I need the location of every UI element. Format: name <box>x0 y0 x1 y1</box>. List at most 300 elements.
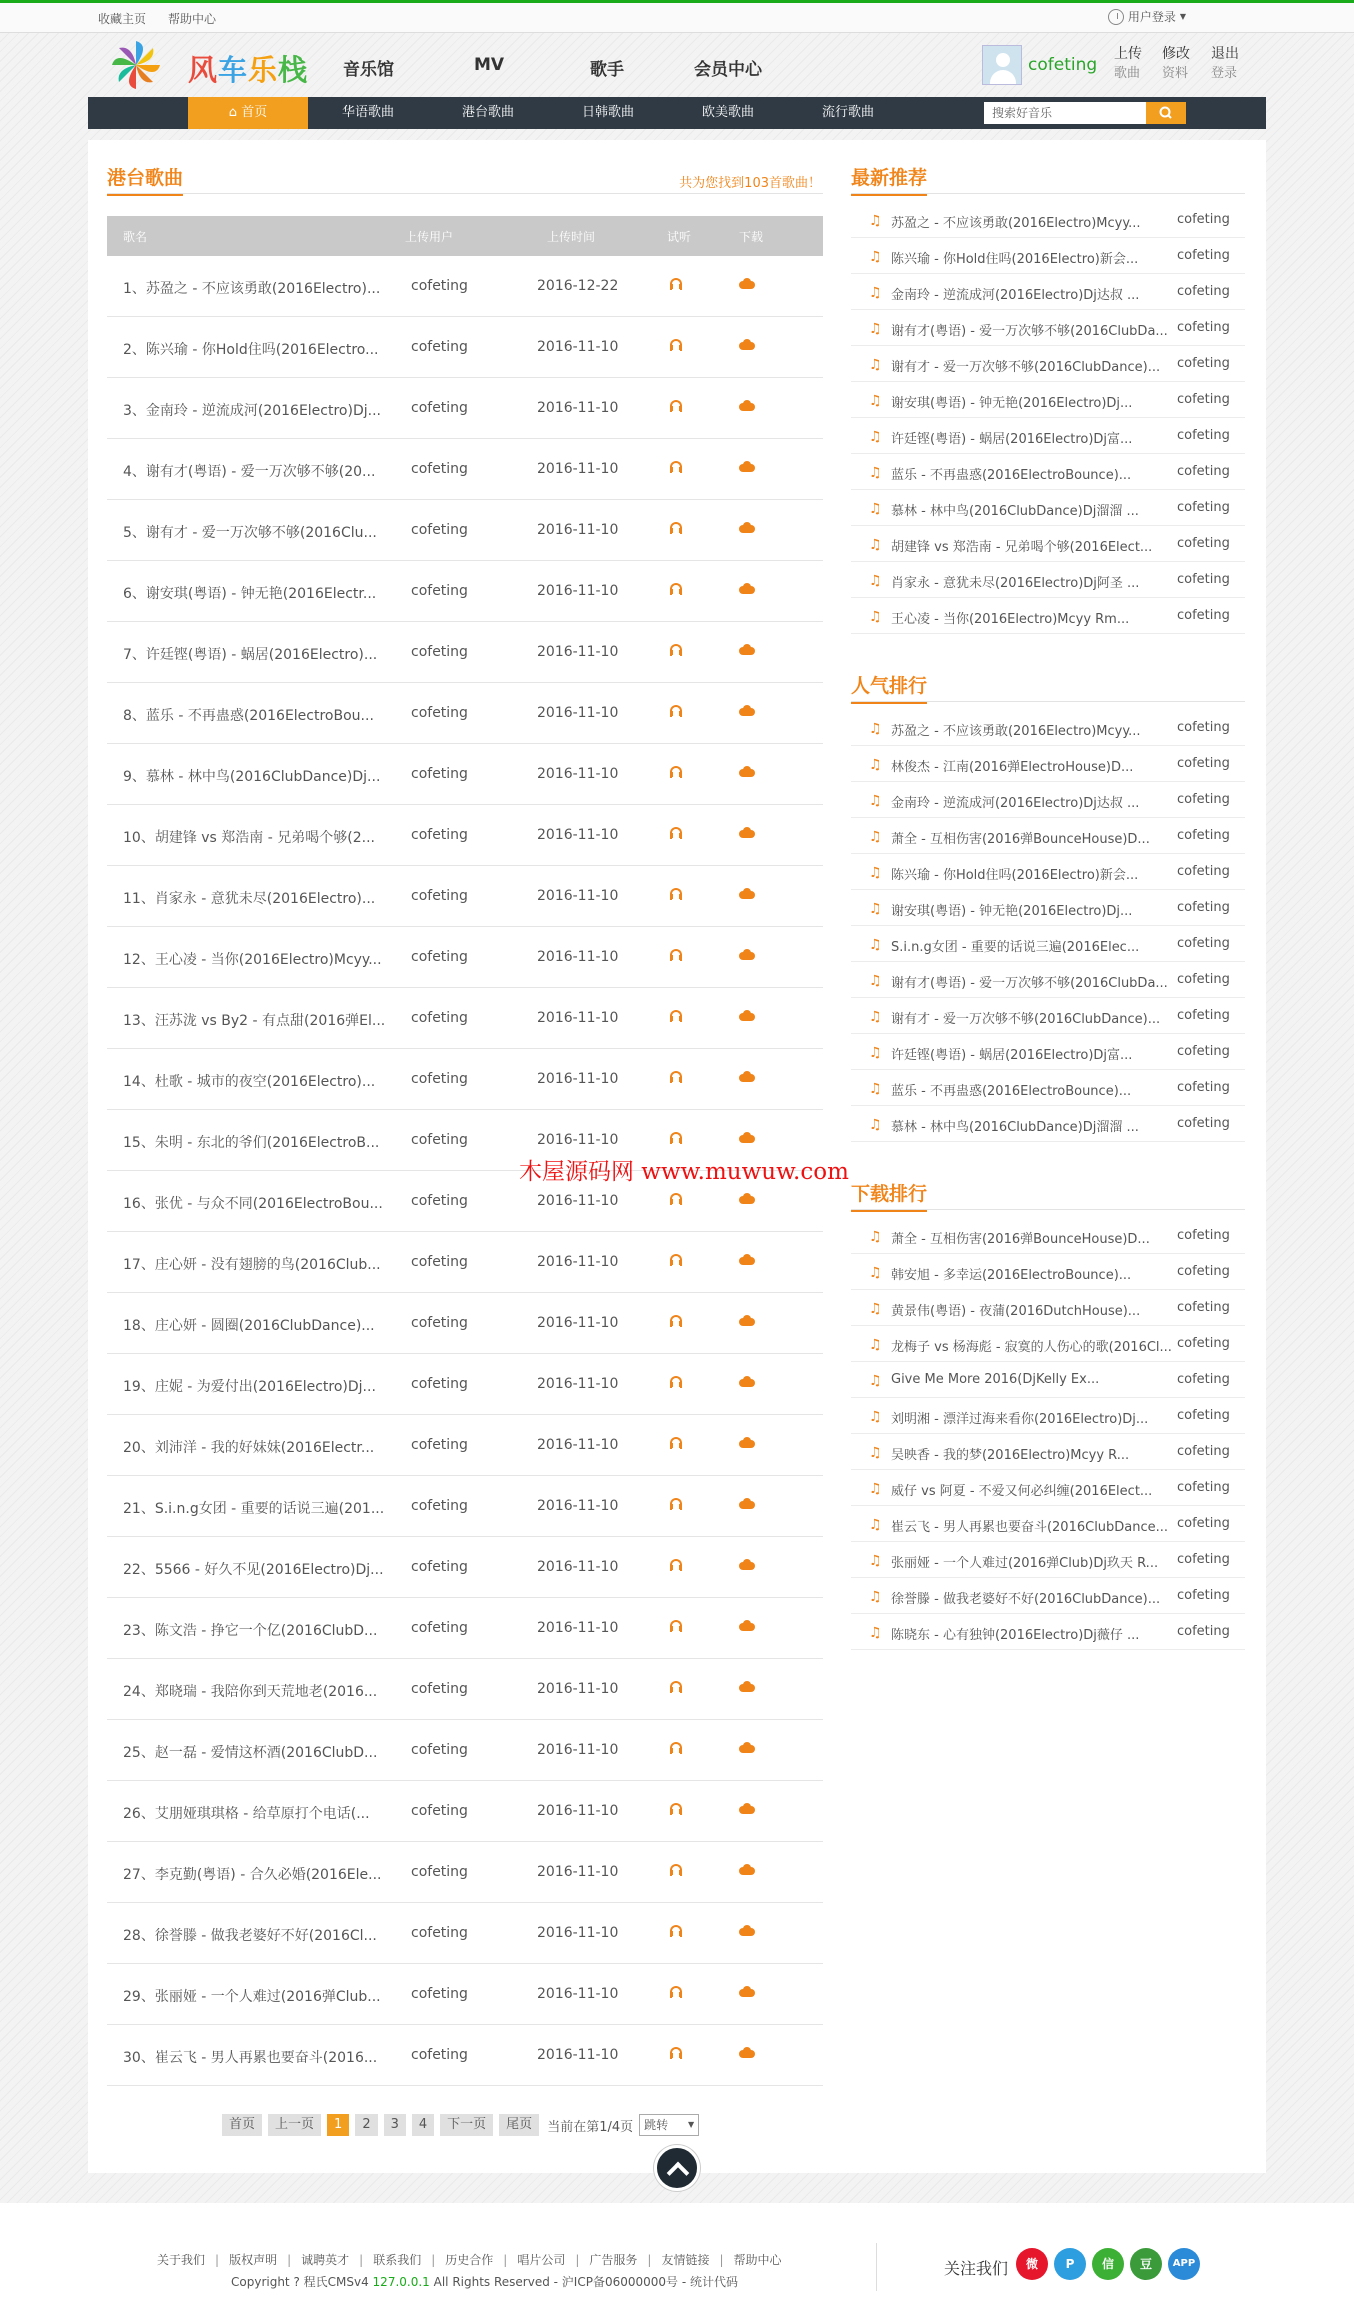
uploader[interactable]: cofeting <box>1177 1372 1230 1387</box>
music-note-icon: ♫ <box>869 1409 882 1425</box>
cloud-download-icon[interactable] <box>739 1559 755 1570</box>
uploader[interactable]: cofeting <box>411 1071 468 1087</box>
col-user: 上传用户 <box>405 230 454 244</box>
upload-time: 2016-11-10 <box>537 827 619 843</box>
cloud-download-icon[interactable] <box>739 949 755 960</box>
cloud-download-icon[interactable] <box>739 644 755 655</box>
nav-chinese-songs[interactable]: 华语歌曲 <box>341 105 394 120</box>
uploader[interactable]: cofeting <box>1177 1044 1230 1059</box>
footer-link[interactable]: 联系我们 <box>373 2253 422 2267</box>
headphone-icon[interactable] <box>670 1803 682 1814</box>
footer-link[interactable]: 广告服务 <box>589 2253 638 2267</box>
cloud-download-icon[interactable] <box>739 1071 755 1082</box>
uploader[interactable]: cofeting <box>411 1559 468 1575</box>
user-login-dropdown[interactable] <box>1108 8 1186 25</box>
uploader[interactable]: cofeting <box>1177 1300 1230 1315</box>
page-2[interactable]: 2 <box>355 2114 377 2136</box>
headphone-icon[interactable] <box>670 827 682 838</box>
song-name-link[interactable]: 6、谢安琪(粤语) - 钟无艳(2016Electr... <box>123 586 377 602</box>
list-item[interactable] <box>851 346 1245 382</box>
uploader[interactable]: cofeting <box>1177 1516 1230 1531</box>
cloud-download-icon[interactable] <box>739 1437 755 1448</box>
page-4[interactable]: 4 <box>412 2114 434 2136</box>
cloud-download-icon[interactable] <box>739 1132 755 1143</box>
list-item[interactable] <box>851 1290 1245 1326</box>
uploader[interactable]: cofeting <box>1177 828 1230 843</box>
song-name-link[interactable]: 17、庄心妍 - 没有翅膀的鸟(2016Club... <box>123 1257 381 1273</box>
cloud-download-icon[interactable] <box>739 1986 755 1997</box>
cloud-download-icon[interactable] <box>739 583 755 594</box>
uploader[interactable]: cofeting <box>1177 864 1230 879</box>
list-item[interactable] <box>851 818 1245 854</box>
list-item[interactable] <box>851 746 1245 782</box>
song-name-link[interactable]: 20、刘沛洋 - 我的好妹妹(2016Electr... <box>123 1440 375 1456</box>
wechat-icon[interactable] <box>1092 2248 1124 2280</box>
nav-jpkr-songs[interactable]: 日韩歌曲 <box>581 105 634 120</box>
footer-link[interactable]: 诚聘英才 <box>301 2253 350 2267</box>
cloud-download-icon[interactable] <box>739 1498 755 1509</box>
uploader[interactable]: cofeting <box>411 1681 468 1697</box>
song-name-link[interactable]: 21、S.i.n.g女团 - 重要的话说三遍(201... <box>123 1501 385 1517</box>
cloud-download-icon[interactable] <box>739 1925 755 1936</box>
cloud-download-icon[interactable] <box>739 1742 755 1753</box>
headphone-icon[interactable] <box>670 1620 682 1631</box>
uploader[interactable]: cofeting <box>411 1132 468 1148</box>
cloud-download-icon[interactable] <box>739 2047 755 2058</box>
song-title-link[interactable]: 蓝乐 - 不再蛊惑(2016ElectroBounce)... <box>891 468 1132 483</box>
song-title-link[interactable]: 许廷铿(粤语) - 蜗居(2016Electro)Dj富... <box>891 1048 1133 1063</box>
social-label: 信 <box>1101 2257 1114 2271</box>
headphone-icon[interactable] <box>670 1132 682 1143</box>
headphone-icon[interactable] <box>670 2047 682 2058</box>
logo-char: 乐 <box>248 53 279 87</box>
uploader[interactable]: cofeting <box>1177 212 1230 227</box>
song-name-link[interactable]: 24、郑晓瑞 - 我陪你到天荒地老(2016... <box>123 1684 378 1700</box>
table-row <box>107 683 823 744</box>
song-name-link[interactable]: 28、徐誉滕 - 做我老婆好不好(2016Cl... <box>123 1928 377 1944</box>
upload-song-link[interactable] <box>1114 45 1142 83</box>
song-name-link[interactable]: 2、陈兴瑜 - 你Hold住吗(2016Electro... <box>123 342 379 358</box>
song-name-link[interactable]: 3、金南玲 - 逆流成河(2016Electro)Dj... <box>123 403 381 419</box>
headphone-icon[interactable] <box>670 1437 682 1448</box>
uploader[interactable]: cofeting <box>1177 248 1230 263</box>
headphone-icon[interactable] <box>670 1925 682 1936</box>
headphone-icon[interactable] <box>670 1193 682 1204</box>
nav-singer[interactable]: 歌手 <box>590 60 624 80</box>
pay-icon[interactable] <box>1054 2248 1086 2280</box>
song-name-link[interactable]: 1、苏盈之 - 不应该勇敢(2016Electro)... <box>123 281 381 297</box>
music-note-icon: ♫ <box>869 393 882 409</box>
username[interactable]: cofeting <box>1028 55 1098 75</box>
list-item[interactable] <box>851 1434 1245 1470</box>
song-title-link[interactable]: 王心凌 - 当你(2016Electro)Mcyy Rm... <box>891 612 1130 627</box>
uploader[interactable]: cofeting <box>1177 1080 1230 1095</box>
list-item[interactable] <box>851 274 1245 310</box>
song-title-link[interactable]: 林俊杰 - 江南(2016弹ElectroHouse)D... <box>891 760 1134 775</box>
app-icon[interactable] <box>1168 2248 1200 2280</box>
uploader[interactable]: cofeting <box>411 583 468 599</box>
cloud-download-icon[interactable] <box>739 278 755 289</box>
song-name-link[interactable]: 8、蓝乐 - 不再蛊惑(2016ElectroBou... <box>123 708 374 724</box>
list-item[interactable] <box>851 490 1245 526</box>
song-name-link[interactable]: 14、杜歌 - 城市的夜空(2016Electro)... <box>123 1074 376 1090</box>
list-item[interactable] <box>851 454 1245 490</box>
edit-profile-link[interactable] <box>1162 45 1190 83</box>
cloud-download-icon[interactable] <box>739 888 755 899</box>
uploader[interactable]: cofeting <box>1177 500 1230 515</box>
song-title-link[interactable]: 刘明湘 - 漂洋过海来看你(2016Electro)Dj... <box>891 1412 1149 1427</box>
uploader[interactable]: cofeting <box>411 339 468 355</box>
song-title-link[interactable]: 肖家永 - 意犹未尽(2016Electro)Dj阿圣 ... <box>891 576 1140 591</box>
list-item[interactable] <box>851 710 1245 746</box>
song-title-link[interactable]: 龙梅子 vs 杨海彪 - 寂寞的人伤心的歌(2016Cl... <box>891 1340 1172 1355</box>
uploader[interactable]: cofeting <box>1177 608 1230 623</box>
uploader[interactable]: cofeting <box>411 1315 468 1331</box>
music-note-icon: ♫ <box>869 1517 882 1533</box>
uploader[interactable]: cofeting <box>1177 392 1230 407</box>
song-title-link[interactable]: 胡建锋 vs 郑浩南 - 兄弟喝个够(2016Elect... <box>891 540 1153 555</box>
song-name-link[interactable]: 26、艾朋娅琪琪格 - 给草原打个电话(... <box>123 1806 370 1822</box>
song-name-link[interactable]: 30、崔云飞 - 男人再累也要奋斗(2016... <box>123 2050 378 2066</box>
music-note-icon: ♫ <box>869 1625 882 1641</box>
song-name-link[interactable]: 23、陈文浩 - 挣它一个亿(2016ClubD... <box>123 1623 378 1639</box>
uploader[interactable]: cofeting <box>1177 1336 1230 1351</box>
page-3[interactable]: 3 <box>384 2114 406 2136</box>
cloud-download-icon[interactable] <box>739 522 755 533</box>
song-name-link[interactable]: 13、汪苏泷 vs By2 - 有点甜(2016弹El... <box>123 1013 386 1029</box>
table-row <box>107 1598 823 1659</box>
uploader[interactable]: cofeting <box>1177 756 1230 771</box>
uploader[interactable]: cofeting <box>1177 428 1230 443</box>
song-title-link[interactable]: S.i.n.g女团 - 重要的话说三遍(2016Elec... <box>891 940 1140 955</box>
link-main: 退出 <box>1211 46 1239 62</box>
song-title-link[interactable]: 谢安琪(粤语) - 钟无艳(2016Electro)Dj... <box>891 904 1133 919</box>
headphone-icon[interactable] <box>670 1498 682 1509</box>
table-row <box>107 1659 823 1720</box>
song-name-link[interactable]: 4、谢有才(粤语) - 爱一万次够不够(20... <box>123 464 376 480</box>
list-item[interactable] <box>851 1506 1245 1542</box>
uploader[interactable]: cofeting <box>1177 1480 1230 1495</box>
headphone-icon[interactable] <box>670 766 682 777</box>
headphone-icon[interactable] <box>670 1986 682 1997</box>
page-prev[interactable]: 上一页 <box>268 2114 321 2136</box>
headphone-icon[interactable] <box>670 461 682 472</box>
uploader[interactable]: cofeting <box>411 949 468 965</box>
song-title-link[interactable]: 苏盈之 - 不应该勇敢(2016Electro)Mcyy... <box>891 724 1141 739</box>
headphone-icon[interactable] <box>670 1010 682 1021</box>
weibo-icon[interactable] <box>1016 2248 1048 2280</box>
nav-mv[interactable]: MV <box>474 55 505 75</box>
song-title-link[interactable]: 许廷铿(粤语) - 蜗居(2016Electro)Dj富... <box>891 432 1133 447</box>
headphone-icon[interactable] <box>670 1681 682 1692</box>
music-note-icon: ♫ <box>869 1229 882 1245</box>
song-title-link[interactable]: 吴映香 - 我的梦(2016Electro)Mcyy R... <box>891 1448 1130 1463</box>
song-name-link[interactable]: 11、肖家永 - 意犹未尽(2016Electro)... <box>123 891 376 907</box>
song-title-link[interactable]: 金南玲 - 逆流成河(2016Electro)Dj达叔 ... <box>891 796 1140 811</box>
song-name-link[interactable]: 27、李克勤(粤语) - 合久必婚(2016Ele... <box>123 1867 382 1883</box>
uploader[interactable]: cofeting <box>1177 1228 1230 1243</box>
uploader[interactable]: cofeting <box>1177 1552 1230 1567</box>
list-item[interactable] <box>851 854 1245 890</box>
headphone-icon[interactable] <box>670 1376 682 1387</box>
footer-link[interactable]: 帮助中心 <box>733 2253 782 2267</box>
song-name-link[interactable]: 29、张丽娅 - 一个人难过(2016弹Club... <box>123 1989 381 2005</box>
song-title-link[interactable]: 谢有才 - 爱一万次够不够(2016ClubDance)... <box>891 360 1161 375</box>
cloud-download-icon[interactable] <box>739 705 755 716</box>
cloud-download-icon[interactable] <box>739 1803 755 1814</box>
page-last[interactable]: 尾页 <box>499 2114 539 2136</box>
uploader[interactable]: cofeting <box>411 1437 468 1453</box>
upload-time: 2016-11-10 <box>537 1742 619 1758</box>
list-item[interactable] <box>851 526 1245 562</box>
uploader[interactable]: cofeting <box>411 461 468 477</box>
headphone-icon[interactable] <box>670 1254 682 1265</box>
song-name-link[interactable]: 9、慕林 - 林中鸟(2016ClubDance)Dj... <box>123 769 381 785</box>
list-item[interactable] <box>851 1326 1245 1362</box>
table-row <box>107 256 823 317</box>
uploader[interactable]: cofeting <box>411 888 468 904</box>
uploader[interactable]: cofeting <box>411 1498 468 1514</box>
page-first[interactable]: 首页 <box>222 2114 262 2136</box>
uploader[interactable]: cofeting <box>1177 356 1230 371</box>
cloud-download-icon[interactable] <box>739 1254 755 1265</box>
logout-link[interactable] <box>1211 45 1239 83</box>
list-item[interactable] <box>851 238 1245 274</box>
uploader[interactable]: cofeting <box>1177 536 1230 551</box>
list-item[interactable] <box>851 926 1245 962</box>
footer-link[interactable]: 历史合作 <box>445 2253 494 2267</box>
favorite-link[interactable]: 收藏主页 <box>98 12 147 26</box>
nav-western-songs[interactable]: 欧美歌曲 <box>701 105 754 120</box>
uploader[interactable]: cofeting <box>1177 1008 1230 1023</box>
back-to-top-button[interactable] <box>654 2145 700 2191</box>
song-title-link[interactable]: 萧全 - 互相伤害(2016弹BounceHouse)D... <box>891 832 1150 847</box>
footer-link[interactable]: 唱片公司 <box>517 2253 566 2267</box>
uploader[interactable]: cofeting <box>411 2047 468 2063</box>
list-item[interactable] <box>851 1398 1245 1434</box>
list-item[interactable] <box>851 1106 1245 1142</box>
search-button[interactable] <box>1146 102 1186 124</box>
uploader[interactable]: cofeting <box>411 1254 468 1270</box>
uploader[interactable]: cofeting <box>411 522 468 538</box>
social-label: P <box>1065 2257 1075 2271</box>
list-item[interactable] <box>851 418 1245 454</box>
list-item[interactable] <box>851 202 1245 238</box>
uploader[interactable]: cofeting <box>411 1620 468 1636</box>
headphone-icon[interactable] <box>670 1864 682 1875</box>
song-name-link[interactable]: 15、朱明 - 东北的爷们(2016ElectroB... <box>123 1135 380 1151</box>
user-box <box>982 45 1252 89</box>
uploader[interactable]: cofeting <box>1177 1588 1230 1603</box>
list-item[interactable] <box>851 1362 1245 1398</box>
uploader[interactable]: cofeting <box>411 1742 468 1758</box>
song-title-link[interactable]: 陈兴瑜 - 你Hold住吗(2016Electro)新会... <box>891 868 1139 883</box>
cloud-download-icon[interactable] <box>739 1315 755 1326</box>
uploader[interactable]: cofeting <box>1177 900 1230 915</box>
uploader[interactable]: cofeting <box>1177 936 1230 951</box>
headphone-icon[interactable] <box>670 1559 682 1570</box>
headphone-icon[interactable] <box>670 583 682 594</box>
uploader[interactable]: cofeting <box>1177 1116 1230 1131</box>
song-name-link[interactable]: 12、王心凌 - 当你(2016Electro)Mcyy... <box>123 952 382 968</box>
list-item[interactable] <box>851 1614 1245 1650</box>
song-name-link[interactable]: 25、赵一磊 - 爱情这杯酒(2016ClubD... <box>123 1745 378 1761</box>
uploader[interactable]: cofeting <box>411 1803 468 1819</box>
list-item[interactable] <box>851 1542 1245 1578</box>
list-item[interactable] <box>851 382 1245 418</box>
headphone-icon[interactable] <box>670 522 682 533</box>
user-login-label: 用户登录 <box>1127 10 1176 24</box>
uploader[interactable]: cofeting <box>411 1986 468 2002</box>
uploader[interactable]: cofeting <box>411 705 468 721</box>
song-title-link[interactable]: 金南玲 - 逆流成河(2016Electro)Dj达叔 ... <box>891 288 1140 303</box>
song-title-link[interactable]: 谢有才 - 爱一万次够不够(2016ClubDance)... <box>891 1012 1161 1027</box>
help-link[interactable]: 帮助中心 <box>168 12 217 26</box>
uploader[interactable]: cofeting <box>1177 1444 1230 1459</box>
list-item[interactable] <box>851 1070 1245 1106</box>
list-item[interactable] <box>851 1470 1245 1506</box>
uploader[interactable]: cofeting <box>1177 1624 1230 1639</box>
pinwheel-logo-icon[interactable] <box>110 39 162 91</box>
col-listen: 试听 <box>667 230 692 244</box>
song-title-link[interactable]: 陈兴瑜 - 你Hold住吗(2016Electro)新会... <box>891 252 1139 267</box>
cloud-download-icon[interactable] <box>739 1864 755 1875</box>
headphone-icon[interactable] <box>670 644 682 655</box>
list-item[interactable] <box>851 1218 1245 1254</box>
list-item[interactable] <box>851 1254 1245 1290</box>
list-item[interactable] <box>851 962 1245 998</box>
song-title-link[interactable]: 黄景伟(粤语) - 夜蒲(2016DutchHouse)... <box>891 1304 1141 1319</box>
cloud-download-icon[interactable] <box>739 827 755 838</box>
headphone-icon[interactable] <box>670 888 682 899</box>
song-title-link[interactable]: 苏盈之 - 不应该勇敢(2016Electro)Mcyy... <box>891 216 1141 231</box>
uploader[interactable]: cofeting <box>411 1010 468 1026</box>
song-title-link[interactable]: 谢安琪(粤语) - 钟无艳(2016Electro)Dj... <box>891 396 1133 411</box>
cloud-download-icon[interactable] <box>739 461 755 472</box>
nav-member-center[interactable]: 会员中心 <box>694 60 762 80</box>
music-note-icon: ♫ <box>869 829 882 845</box>
list-item[interactable] <box>851 998 1245 1034</box>
uploader[interactable]: cofeting <box>1177 792 1230 807</box>
footer-link[interactable]: 关于我们 <box>157 2253 206 2267</box>
upload-time: 2016-11-10 <box>537 2047 619 2063</box>
song-title-link[interactable]: 谢有才(粤语) - 爱一万次够不够(2016ClubDa... <box>891 976 1168 991</box>
song-title-link[interactable]: 谢有才(粤语) - 爱一万次够不够(2016ClubDa... <box>891 324 1168 339</box>
douban-icon[interactable] <box>1130 2248 1162 2280</box>
uploader[interactable]: cofeting <box>1177 1264 1230 1279</box>
headphone-icon[interactable] <box>670 400 682 411</box>
song-name-link[interactable]: 22、5566 - 好久不见(2016Electro)Dj... <box>123 1562 384 1578</box>
footer-link[interactable]: 友情链接 <box>661 2253 710 2267</box>
song-title-link[interactable]: 张丽娅 - 一个人难过(2016弹Club)Dj玖天 R... <box>891 1556 1159 1571</box>
uploader[interactable]: cofeting <box>1177 1408 1230 1423</box>
song-title-link[interactable]: 徐誉滕 - 做我老婆好不好(2016ClubDance)... <box>891 1592 1161 1607</box>
cloud-download-icon[interactable] <box>739 1681 755 1692</box>
nav-pop-songs[interactable]: 流行歌曲 <box>821 105 874 120</box>
song-name-link[interactable]: 16、张优 - 与众不同(2016ElectroBou... <box>123 1196 383 1212</box>
list-item[interactable] <box>851 890 1245 926</box>
uploader[interactable]: cofeting <box>1177 572 1230 587</box>
uploader[interactable]: cofeting <box>1177 284 1230 299</box>
uploader[interactable]: cofeting <box>411 1193 468 1209</box>
upload-time: 2016-11-10 <box>537 1254 619 1270</box>
uploader[interactable]: cofeting <box>1177 972 1230 987</box>
uploader[interactable]: cofeting <box>411 400 468 416</box>
social-label: 微 <box>1025 2257 1038 2271</box>
uploader[interactable]: cofeting <box>411 766 468 782</box>
home-icon: ⌂ <box>228 105 242 120</box>
list-item[interactable] <box>851 598 1245 634</box>
headphone-icon[interactable] <box>670 1742 682 1753</box>
song-name-link[interactable]: 7、许廷铿(粤语) - 蜗居(2016Electro)... <box>123 647 378 663</box>
list-item[interactable] <box>851 782 1245 818</box>
song-title-link[interactable]: 威仔 vs 阿夏 - 不爱又何必纠缠(2016Elect... <box>891 1484 1153 1499</box>
song-title-link[interactable]: 陈晓东 - 心有独钟(2016Electro)Dj薇仔 ... <box>891 1628 1140 1643</box>
site-logo-text[interactable] <box>188 48 308 89</box>
search-input[interactable]: 搜索好音乐 <box>984 102 1146 124</box>
song-name-link[interactable]: 10、胡建锋 vs 郑浩南 - 兄弟喝个够(2... <box>123 830 375 846</box>
song-title-link[interactable]: 慕林 - 林中鸟(2016ClubDance)Dj溜溜 ... <box>891 504 1139 519</box>
headphone-icon[interactable] <box>670 949 682 960</box>
uploader[interactable]: cofeting <box>411 644 468 660</box>
headphone-icon[interactable] <box>670 705 682 716</box>
uploader[interactable]: cofeting <box>1177 464 1230 479</box>
headphone-icon[interactable] <box>670 1315 682 1326</box>
song-title-link[interactable]: 崔云飞 - 男人再累也要奋斗(2016ClubDance... <box>891 1520 1169 1535</box>
nav-hktw-songs[interactable]: 港台歌曲 <box>461 105 514 120</box>
uploader[interactable]: cofeting <box>411 1376 468 1392</box>
uploader[interactable]: cofeting <box>411 827 468 843</box>
cloud-download-icon[interactable] <box>739 1010 755 1021</box>
song-title-link[interactable]: 萧全 - 互相伤害(2016弹BounceHouse)D... <box>891 1232 1150 1247</box>
uploader[interactable]: cofeting <box>1177 720 1230 735</box>
song-name-link[interactable]: 19、庄妮 - 为爱付出(2016Electro)Dj... <box>123 1379 376 1395</box>
page-1[interactable]: 1 <box>327 2114 349 2136</box>
uploader[interactable]: cofeting <box>411 1925 468 1941</box>
avatar[interactable] <box>982 45 1022 85</box>
song-title-link[interactable]: Give Me More 2016(DjKelly Ex... <box>891 1372 1100 1387</box>
song-name-link[interactable]: 5、谢有才 - 爱一万次够不够(2016Clu... <box>123 525 377 541</box>
uploader[interactable]: cofeting <box>1177 320 1230 335</box>
cloud-download-icon[interactable] <box>739 400 755 411</box>
list-item[interactable] <box>851 1578 1245 1614</box>
headphone-icon[interactable] <box>670 1071 682 1082</box>
song-title-link[interactable]: 蓝乐 - 不再蛊惑(2016ElectroBounce)... <box>891 1084 1132 1099</box>
song-title-link[interactable]: 韩安旭 - 多幸运(2016ElectroBounce)... <box>891 1268 1132 1283</box>
nav-music-hall[interactable]: 音乐馆 <box>343 60 394 80</box>
cloud-download-icon[interactable] <box>739 1620 755 1631</box>
nav-home[interactable] <box>188 97 308 129</box>
song-title-link[interactable]: 慕林 - 林中鸟(2016ClubDance)Dj溜溜 ... <box>891 1120 1139 1135</box>
uploader[interactable]: cofeting <box>411 278 468 294</box>
page-next[interactable]: 下一页 <box>440 2114 493 2136</box>
cloud-download-icon[interactable] <box>739 1376 755 1387</box>
list-item[interactable] <box>851 562 1245 598</box>
uploader[interactable]: cofeting <box>411 1864 468 1880</box>
footer-link[interactable]: 版权声明 <box>229 2253 278 2267</box>
page-jump-select[interactable]: 跳转 ▼ <box>639 2114 699 2136</box>
headphone-icon[interactable] <box>670 339 682 350</box>
table-row <box>107 1415 823 1476</box>
cloud-download-icon[interactable] <box>739 1193 755 1204</box>
list-item[interactable] <box>851 310 1245 346</box>
song-name-link[interactable]: 18、庄心妍 - 圆圈(2016ClubDance)... <box>123 1318 375 1334</box>
cloud-download-icon[interactable] <box>739 766 755 777</box>
list-item[interactable] <box>851 1034 1245 1070</box>
headphone-icon[interactable] <box>670 278 682 289</box>
upload-time: 2016-11-10 <box>537 1010 619 1026</box>
cloud-download-icon[interactable] <box>739 339 755 350</box>
